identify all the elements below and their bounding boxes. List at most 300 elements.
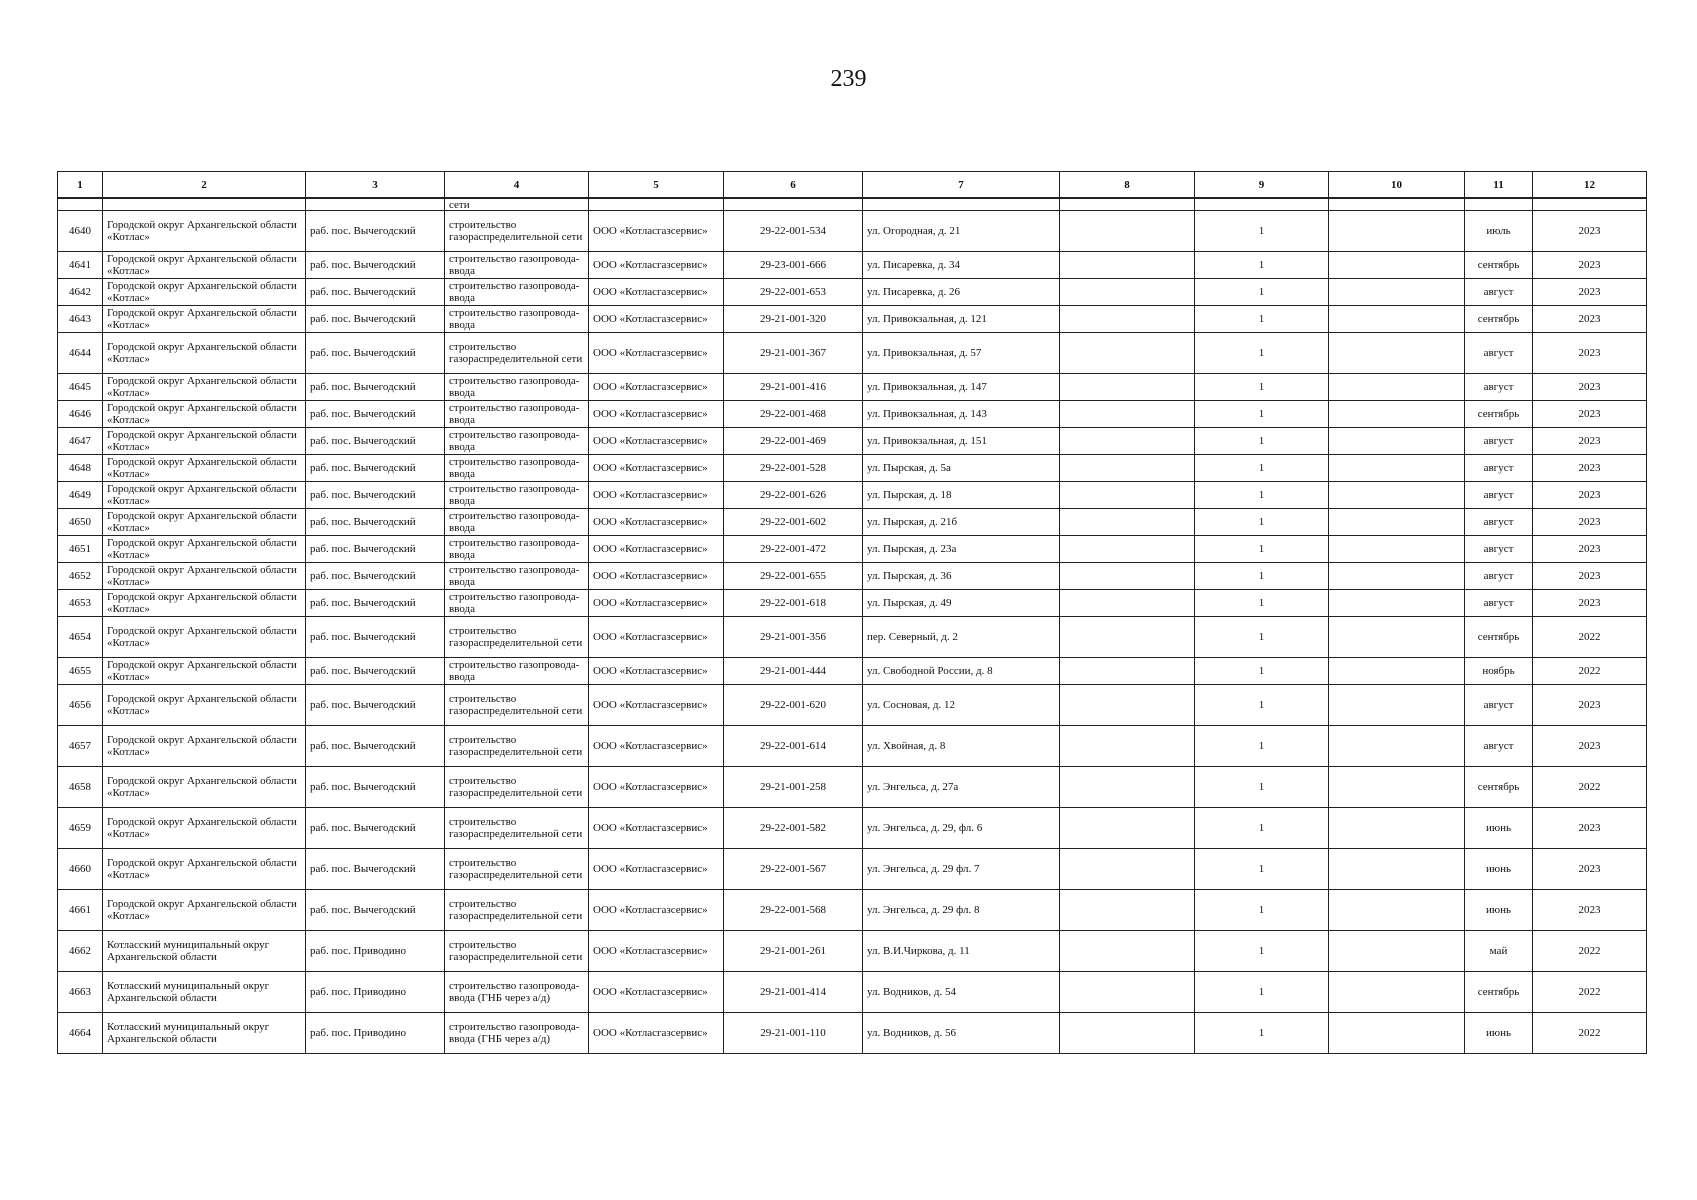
col-10: [1329, 211, 1465, 252]
col-8: [1060, 374, 1195, 401]
row-number: 4652: [58, 563, 103, 590]
settlement: раб. пос. Вычегодский: [306, 536, 445, 563]
municipality: Котласский муниципальный округ Архангельской области: [103, 931, 306, 972]
object-code: 29-22-001-582: [724, 808, 863, 849]
work-type: строительство газораспределительной сети: [445, 726, 589, 767]
month: август: [1465, 590, 1533, 617]
organization: ООО «Котласгазсервис»: [589, 279, 724, 306]
table-row: [58, 1013, 1647, 1054]
col-8: [1060, 211, 1195, 252]
col-header: 4: [445, 172, 589, 199]
table-row: [58, 849, 1647, 890]
settlement: раб. пос. Вычегодский: [306, 658, 445, 685]
organization: ООО «Котласгазсервис»: [589, 482, 724, 509]
municipality: Городской округ Архангельской области «Котлас»: [103, 685, 306, 726]
table-row: [58, 972, 1647, 1013]
col-10: [1329, 279, 1465, 306]
organization: ООО «Котласгазсервис»: [589, 617, 724, 658]
quantity: 1: [1195, 617, 1329, 658]
row-number: 4661: [58, 890, 103, 931]
organization: ООО «Котласгазсервис»: [589, 306, 724, 333]
settlement: раб. пос. Вычегодский: [306, 401, 445, 428]
row-number: 4659: [58, 808, 103, 849]
municipality: Городской округ Архангельской области «Котлас»: [103, 563, 306, 590]
col-header: 9: [1195, 172, 1329, 199]
object-code: 29-21-001-414: [724, 972, 863, 1013]
col-header: 10: [1329, 172, 1465, 199]
settlement: раб. пос. Вычегодский: [306, 306, 445, 333]
month: август: [1465, 726, 1533, 767]
municipality: Городской округ Архангельской области «Котлас»: [103, 617, 306, 658]
address: ул. Энгельса, д. 29 фл. 7: [863, 849, 1060, 890]
table-row: [58, 455, 1647, 482]
col-10: [1329, 509, 1465, 536]
organization: ООО «Котласгазсервис»: [589, 252, 724, 279]
organization: ООО «Котласгазсервис»: [589, 849, 724, 890]
table-row: [58, 890, 1647, 931]
quantity: 1: [1195, 890, 1329, 931]
table-row: [58, 428, 1647, 455]
col-header: 11: [1465, 172, 1533, 199]
row-number: 4649: [58, 482, 103, 509]
table-row: [58, 401, 1647, 428]
object-code: 29-22-001-567: [724, 849, 863, 890]
row-number: 4656: [58, 685, 103, 726]
work-type: строительство газораспределительной сети: [445, 685, 589, 726]
quantity: 1: [1195, 509, 1329, 536]
quantity: 1: [1195, 849, 1329, 890]
table-row: [58, 617, 1647, 658]
work-type: строительство газопровода-ввода: [445, 374, 589, 401]
month: август: [1465, 509, 1533, 536]
col-8: [1060, 658, 1195, 685]
organization: ООО «Котласгазсервис»: [589, 211, 724, 252]
year: 2023: [1533, 482, 1647, 509]
year: 2023: [1533, 563, 1647, 590]
col-header: 3: [306, 172, 445, 199]
row-number: 4654: [58, 617, 103, 658]
col-header: 1: [58, 172, 103, 199]
address: ул. В.И.Чиркова, д. 11: [863, 931, 1060, 972]
col-header: 2: [103, 172, 306, 199]
quantity: 1: [1195, 252, 1329, 279]
month: август: [1465, 455, 1533, 482]
work-type: строительство газораспределительной сети: [445, 767, 589, 808]
table-row: [58, 333, 1647, 374]
work-type: строительство газораспределительной сети: [445, 211, 589, 252]
col-10: [1329, 726, 1465, 767]
organization: ООО «Котласгазсервис»: [589, 658, 724, 685]
settlement: раб. пос. Вычегодский: [306, 509, 445, 536]
year: 2023: [1533, 685, 1647, 726]
quantity: 1: [1195, 428, 1329, 455]
table-row: [58, 931, 1647, 972]
col-10: [1329, 563, 1465, 590]
month: сентябрь: [1465, 306, 1533, 333]
col-8: [1060, 767, 1195, 808]
row-number: 4651: [58, 536, 103, 563]
municipality: Городской округ Архангельской области «Котлас»: [103, 401, 306, 428]
col-10: [1329, 685, 1465, 726]
address: ул. Энгельса, д. 29, фл. 6: [863, 808, 1060, 849]
work-type: строительство газопровода-ввода: [445, 536, 589, 563]
municipality: Котласский муниципальный округ Архангельской области: [103, 972, 306, 1013]
object-code: 29-21-001-261: [724, 931, 863, 972]
quantity: 1: [1195, 401, 1329, 428]
col-10: [1329, 849, 1465, 890]
organization: ООО «Котласгазсервис»: [589, 563, 724, 590]
col-10: [1329, 808, 1465, 849]
col-header: 12: [1533, 172, 1647, 199]
work-type: строительство газораспределительной сети: [445, 333, 589, 374]
col-10: [1329, 536, 1465, 563]
year: 2023: [1533, 211, 1647, 252]
col-10: [1329, 306, 1465, 333]
year: 2023: [1533, 726, 1647, 767]
row-number: 4642: [58, 279, 103, 306]
quantity: 1: [1195, 931, 1329, 972]
object-code: 29-21-001-416: [724, 374, 863, 401]
address: ул. Писаревка, д. 26: [863, 279, 1060, 306]
settlement: раб. пос. Вычегодский: [306, 726, 445, 767]
row-number: 4643: [58, 306, 103, 333]
municipality: Городской округ Архангельской области «Котлас»: [103, 849, 306, 890]
row-number: 4660: [58, 849, 103, 890]
row-number: 4658: [58, 767, 103, 808]
col-10: [1329, 617, 1465, 658]
table-row: [58, 279, 1647, 306]
row-number: 4655: [58, 658, 103, 685]
organization: ООО «Котласгазсервис»: [589, 685, 724, 726]
col-8: [1060, 617, 1195, 658]
municipality: Городской округ Архангельской области «Котлас»: [103, 455, 306, 482]
work-type: строительство газораспределительной сети: [445, 849, 589, 890]
organization: ООО «Котласгазсервис»: [589, 1013, 724, 1054]
settlement: раб. пос. Вычегодский: [306, 617, 445, 658]
month: сентябрь: [1465, 972, 1533, 1013]
col-8: [1060, 808, 1195, 849]
quantity: 1: [1195, 455, 1329, 482]
municipality: Городской округ Архангельской области «Котлас»: [103, 726, 306, 767]
col-8: [1060, 279, 1195, 306]
work-type: строительство газораспределительной сети: [445, 890, 589, 931]
year: 2023: [1533, 890, 1647, 931]
object-code: 29-22-001-568: [724, 890, 863, 931]
object-code: 29-22-001-602: [724, 509, 863, 536]
month: сентябрь: [1465, 252, 1533, 279]
municipality: Городской округ Архангельской области «Котлас»: [103, 306, 306, 333]
year: 2023: [1533, 808, 1647, 849]
month: май: [1465, 931, 1533, 972]
address: ул. Пырская, д. 18: [863, 482, 1060, 509]
settlement: раб. пос. Вычегодский: [306, 890, 445, 931]
quantity: 1: [1195, 211, 1329, 252]
settlement: раб. пос. Вычегодский: [306, 767, 445, 808]
year: 2023: [1533, 306, 1647, 333]
address: ул. Привокзальная, д. 147: [863, 374, 1060, 401]
table-row: [58, 509, 1647, 536]
row-number: 4657: [58, 726, 103, 767]
settlement: раб. пос. Вычегодский: [306, 808, 445, 849]
municipality: Городской округ Архангельской области «Котлас»: [103, 767, 306, 808]
col-8: [1060, 252, 1195, 279]
row-number: 4644: [58, 333, 103, 374]
work-type: строительство газопровода-ввода: [445, 590, 589, 617]
address: ул. Пырская, д. 5а: [863, 455, 1060, 482]
quantity: 1: [1195, 482, 1329, 509]
col-header: 7: [863, 172, 1060, 199]
organization: ООО «Котласгазсервис»: [589, 428, 724, 455]
col-10: [1329, 767, 1465, 808]
work-type: строительство газопровода-ввода: [445, 509, 589, 536]
table-row: [58, 590, 1647, 617]
col-10: [1329, 931, 1465, 972]
municipality: Городской округ Архангельской области «Котлас»: [103, 509, 306, 536]
settlement: раб. пос. Приводино: [306, 972, 445, 1013]
address: ул. Привокзальная, д. 143: [863, 401, 1060, 428]
year: 2023: [1533, 333, 1647, 374]
object-code: 29-21-001-356: [724, 617, 863, 658]
month: июнь: [1465, 890, 1533, 931]
address: ул. Пырская, д. 36: [863, 563, 1060, 590]
col-10: [1329, 590, 1465, 617]
work-type: строительство газопровода-ввода: [445, 658, 589, 685]
work-type: строительство газопровода-ввода (ГНБ через а/д): [445, 1013, 589, 1054]
quantity: 1: [1195, 563, 1329, 590]
year: 2023: [1533, 401, 1647, 428]
address: ул. Энгельса, д. 27а: [863, 767, 1060, 808]
municipality: Городской округ Архангельской области «Котлас»: [103, 658, 306, 685]
quantity: 1: [1195, 972, 1329, 1013]
col-8: [1060, 590, 1195, 617]
row-number: 4648: [58, 455, 103, 482]
settlement: раб. пос. Вычегодский: [306, 279, 445, 306]
organization: ООО «Котласгазсервис»: [589, 972, 724, 1013]
address: ул. Сосновая, д. 12: [863, 685, 1060, 726]
object-code: 29-22-001-620: [724, 685, 863, 726]
object-code: 29-21-001-258: [724, 767, 863, 808]
quantity: 1: [1195, 767, 1329, 808]
organization: ООО «Котласгазсервис»: [589, 890, 724, 931]
object-code: 29-22-001-472: [724, 536, 863, 563]
month: август: [1465, 279, 1533, 306]
col-10: [1329, 333, 1465, 374]
object-code: 29-21-001-367: [724, 333, 863, 374]
col-8: [1060, 726, 1195, 767]
row-number: 4664: [58, 1013, 103, 1054]
table-row: [58, 808, 1647, 849]
year: 2022: [1533, 617, 1647, 658]
object-code: 29-21-001-110: [724, 1013, 863, 1054]
address: ул. Писаревка, д. 34: [863, 252, 1060, 279]
column-number-row: [58, 172, 1647, 199]
table-row: [58, 536, 1647, 563]
organization: ООО «Котласгазсервис»: [589, 374, 724, 401]
work-type: строительство газопровода-ввода: [445, 252, 589, 279]
object-code: 29-22-001-626: [724, 482, 863, 509]
object-code: 29-22-001-618: [724, 590, 863, 617]
col-10: [1329, 428, 1465, 455]
quantity: 1: [1195, 1013, 1329, 1054]
table-row: [58, 252, 1647, 279]
organization: ООО «Котласгазсервис»: [589, 726, 724, 767]
row-number: 4653: [58, 590, 103, 617]
organization: ООО «Котласгазсервис»: [589, 333, 724, 374]
month: август: [1465, 428, 1533, 455]
year: 2022: [1533, 931, 1647, 972]
work-type: строительство газопровода-ввода: [445, 482, 589, 509]
work-type: строительство газораспределительной сети: [445, 808, 589, 849]
month: июнь: [1465, 1013, 1533, 1054]
municipality: Городской округ Архангельской области «Котлас»: [103, 374, 306, 401]
col-8: [1060, 563, 1195, 590]
col-8: [1060, 931, 1195, 972]
work-type: строительство газопровода-ввода: [445, 279, 589, 306]
municipality: Городской округ Архангельской области «Котлас»: [103, 333, 306, 374]
municipality: Городской округ Архангельской области «Котлас»: [103, 482, 306, 509]
table-row: [58, 563, 1647, 590]
year: 2023: [1533, 590, 1647, 617]
col-8: [1060, 972, 1195, 1013]
month: август: [1465, 563, 1533, 590]
work-type: строительство газораспределительной сети: [445, 931, 589, 972]
col-10: [1329, 401, 1465, 428]
object-code: 29-21-001-444: [724, 658, 863, 685]
organization: ООО «Котласгазсервис»: [589, 455, 724, 482]
table-row: [58, 658, 1647, 685]
col-10: [1329, 482, 1465, 509]
col-header: 8: [1060, 172, 1195, 199]
address: ул. Привокзальная, д. 151: [863, 428, 1060, 455]
year: 2023: [1533, 374, 1647, 401]
year: 2023: [1533, 509, 1647, 536]
quantity: 1: [1195, 726, 1329, 767]
organization: ООО «Котласгазсервис»: [589, 931, 724, 972]
organization: ООО «Котласгазсервис»: [589, 590, 724, 617]
address: ул. Энгельса, д. 29 фл. 8: [863, 890, 1060, 931]
row-number: 4640: [58, 211, 103, 252]
year: 2023: [1533, 428, 1647, 455]
col-8: [1060, 333, 1195, 374]
month: июнь: [1465, 808, 1533, 849]
settlement: раб. пос. Вычегодский: [306, 482, 445, 509]
month: август: [1465, 374, 1533, 401]
quantity: 1: [1195, 658, 1329, 685]
municipality: Городской округ Архангельской области «Котлас»: [103, 211, 306, 252]
col-8: [1060, 509, 1195, 536]
municipality: Городской округ Архангельской области «Котлас»: [103, 890, 306, 931]
settlement: раб. пос. Вычегодский: [306, 374, 445, 401]
col-8: [1060, 536, 1195, 563]
col-10: [1329, 252, 1465, 279]
address: ул. Пырская, д. 49: [863, 590, 1060, 617]
organization: ООО «Котласгазсервис»: [589, 401, 724, 428]
work-type: строительство газопровода-ввода: [445, 428, 589, 455]
work-type: строительство газораспределительной сети: [445, 617, 589, 658]
settlement: раб. пос. Вычегодский: [306, 685, 445, 726]
municipality: Городской округ Архангельской области «Котлас»: [103, 590, 306, 617]
object-code: 29-22-001-469: [724, 428, 863, 455]
address: ул. Водников, д. 54: [863, 972, 1060, 1013]
table-row: [58, 726, 1647, 767]
object-code: 29-22-001-653: [724, 279, 863, 306]
continuation-row: [58, 198, 1647, 211]
table-row: [58, 482, 1647, 509]
address: ул. Привокзальная, д. 121: [863, 306, 1060, 333]
row-number: 4650: [58, 509, 103, 536]
quantity: 1: [1195, 685, 1329, 726]
organization: ООО «Котласгазсервис»: [589, 509, 724, 536]
object-code: 29-22-001-534: [724, 211, 863, 252]
table-row: [58, 685, 1647, 726]
object-code: 29-21-001-320: [724, 306, 863, 333]
table-row: [58, 767, 1647, 808]
year: 2022: [1533, 1013, 1647, 1054]
work-type: строительство газопровода-ввода (ГНБ через а/д): [445, 972, 589, 1013]
settlement: раб. пос. Вычегодский: [306, 333, 445, 374]
year: 2023: [1533, 252, 1647, 279]
col-8: [1060, 849, 1195, 890]
table-row: [58, 374, 1647, 401]
municipality: Городской округ Архангельской области «Котлас»: [103, 808, 306, 849]
col-10: [1329, 658, 1465, 685]
year: 2022: [1533, 658, 1647, 685]
col-header: 6: [724, 172, 863, 199]
col-10: [1329, 455, 1465, 482]
col-8: [1060, 455, 1195, 482]
municipality: Котласский муниципальный округ Архангельской области: [103, 1013, 306, 1054]
organization: ООО «Котласгазсервис»: [589, 808, 724, 849]
work-type: строительство газопровода-ввода: [445, 401, 589, 428]
settlement: раб. пос. Вычегодский: [306, 252, 445, 279]
month: сентябрь: [1465, 617, 1533, 658]
month: ноябрь: [1465, 658, 1533, 685]
col-10: [1329, 1013, 1465, 1054]
row-number: 4662: [58, 931, 103, 972]
year: 2023: [1533, 455, 1647, 482]
register-body: [58, 198, 1647, 1054]
address: ул. Огородная, д. 21: [863, 211, 1060, 252]
table-row: [58, 211, 1647, 252]
row-number: 4663: [58, 972, 103, 1013]
settlement: раб. пос. Вычегодский: [306, 590, 445, 617]
work-type: строительство газопровода-ввода: [445, 563, 589, 590]
year: 2022: [1533, 767, 1647, 808]
settlement: раб. пос. Приводино: [306, 931, 445, 972]
address: ул. Хвойная, д. 8: [863, 726, 1060, 767]
address: ул. Пырская, д. 21б: [863, 509, 1060, 536]
address: ул. Водников, д. 56: [863, 1013, 1060, 1054]
month: август: [1465, 482, 1533, 509]
year: 2023: [1533, 536, 1647, 563]
month: август: [1465, 536, 1533, 563]
municipality: Городской округ Архангельской области «Котлас»: [103, 252, 306, 279]
object-code: 29-22-001-655: [724, 563, 863, 590]
address: пер. Северный, д. 2: [863, 617, 1060, 658]
row-number: 4641: [58, 252, 103, 279]
settlement: раб. пос. Вычегодский: [306, 211, 445, 252]
municipality: Городской округ Архангельской области «Котлас»: [103, 428, 306, 455]
row-number: 4646: [58, 401, 103, 428]
quantity: 1: [1195, 306, 1329, 333]
month: сентябрь: [1465, 767, 1533, 808]
municipality: Городской округ Архангельской области «Котлас»: [103, 536, 306, 563]
col-8: [1060, 685, 1195, 726]
col-10: [1329, 890, 1465, 931]
page-number: 239: [830, 66, 867, 92]
row-number: 4645: [58, 374, 103, 401]
col-header: 5: [589, 172, 724, 199]
